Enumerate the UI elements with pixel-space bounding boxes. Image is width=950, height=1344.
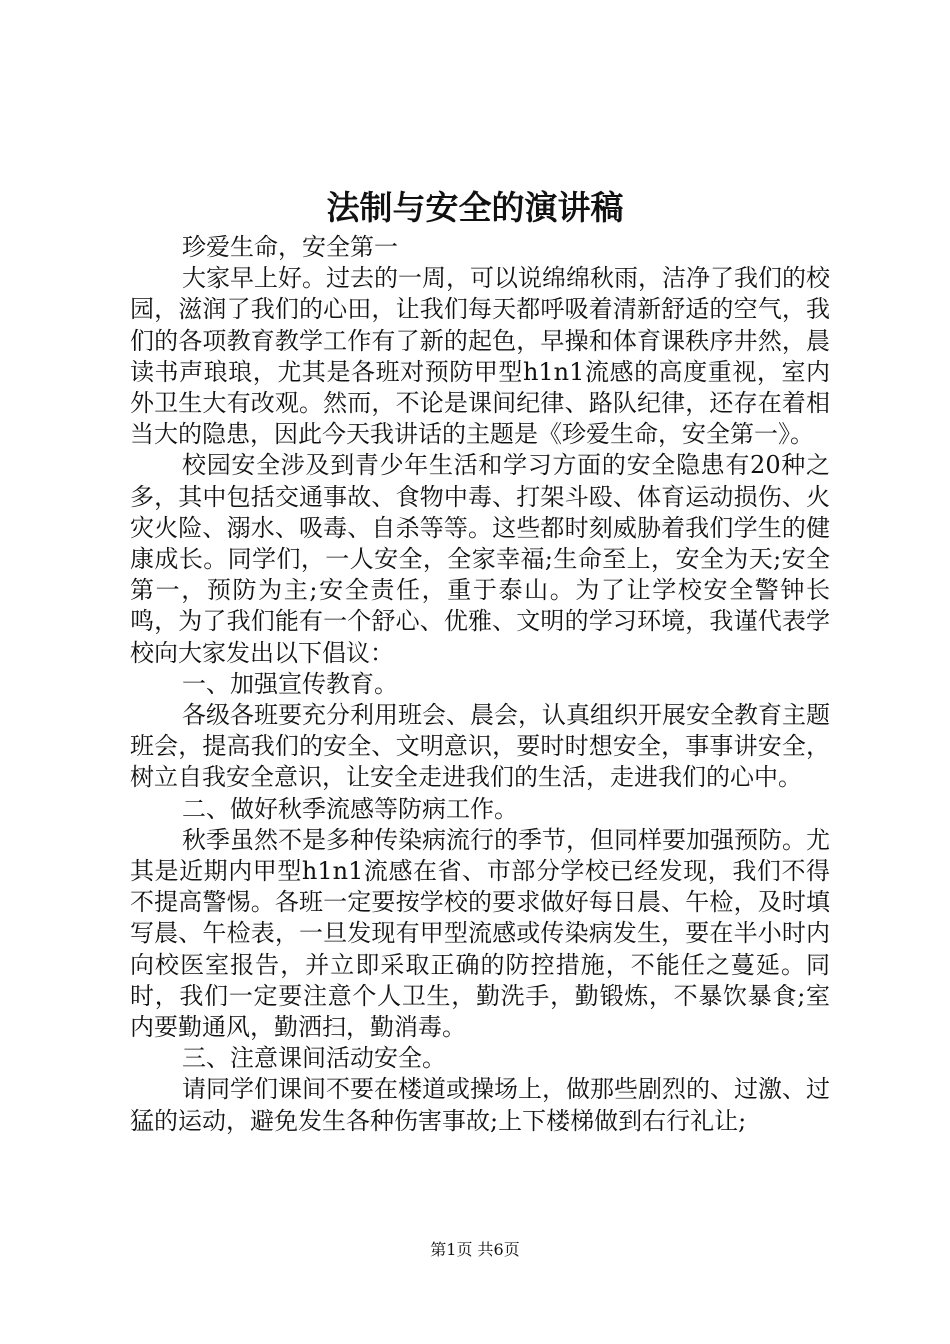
document-title: 法制与安全的演讲稿	[326, 188, 624, 227]
paragraph-greeting: 大家早上好。过去的一周，可以说绵绵秋雨，洁净了我们的校园，滋润了我们的心田，让我们每天都呼吸着清新舒适的空气，我们的各项教育教学工作有了新的起色，早操和体育课秩序井然，晨读书声琅琅，尤其是各班对预防甲型h1n1流感的高度重视，室内外卫生大有改观。然而，不论是课间纪律、路队纪律，还存在着相当大的隐患，因此今天我讲话的主题是《珍爱生命，安全第一》。	[130, 264, 830, 449]
section-heading-1: 一、加强宣传教育。	[182, 669, 398, 698]
paragraph-section-2: 秋季虽然不是多种传染病流行的季节，但同样要加强预防。尤其是近期内甲型h1n1流感在省、市部分学校已经发现，我们不得不提高警惕。各班一定要按学校的要求做好每日晨、午检，及时填写晨、午检表，一旦发现有甲型流感或传染病发生，要在半小时内向校医室报告，并立即采取正确的防控措施，不能任之蔓延。同时，我们一定要注意个人卫生，勤洗手，勤锻炼，不暴饮暴食;室内要勤通风，勤洒扫，勤消毒。	[130, 825, 830, 1042]
paragraph-section-3: 请同学们课间不要在楼道或操场上，做那些剧烈的、过激、过猛的运动，避免发生各种伤害事故;上下楼梯做到右行礼让;	[130, 1075, 830, 1135]
paragraph-subtitle: 珍爱生命，安全第一	[182, 233, 398, 261]
section-heading-2: 二、做好秋季流感等防病工作。	[182, 794, 518, 823]
document-body	[130, 232, 830, 1137]
section-heading-3: 三、注意课间活动安全。	[182, 1044, 446, 1073]
paragraph-campus-safety: 校园安全涉及到青少年生活和学习方面的安全隐患有20种之多，其中包括交通事故、食物中毒、打架斗殴、体育运动损伤、火灾火险、溺水、吸毒、自杀等等。这些都时刻威胁着我们学生的健康成长。同学们，一人安全，全家幸福;生命至上，安全为天;安全第一，预防为主;安全责任，重于泰山。为了让学校安全警钟长鸣，为了我们能有一个舒心、优雅、文明的学习环境，我谨代表学校向大家发出以下倡议：	[130, 451, 830, 667]
paragraph-section-1: 各级各班要充分利用班会、晨会，认真组织开展安全教育主题班会，提高我们的安全、文明意识，要时时想安全，事事讲安全，树立自我安全意识，让安全走进我们的生活，走进我们的心中。	[130, 701, 830, 792]
page-footer: 第1页 共6页	[430, 1240, 520, 1259]
